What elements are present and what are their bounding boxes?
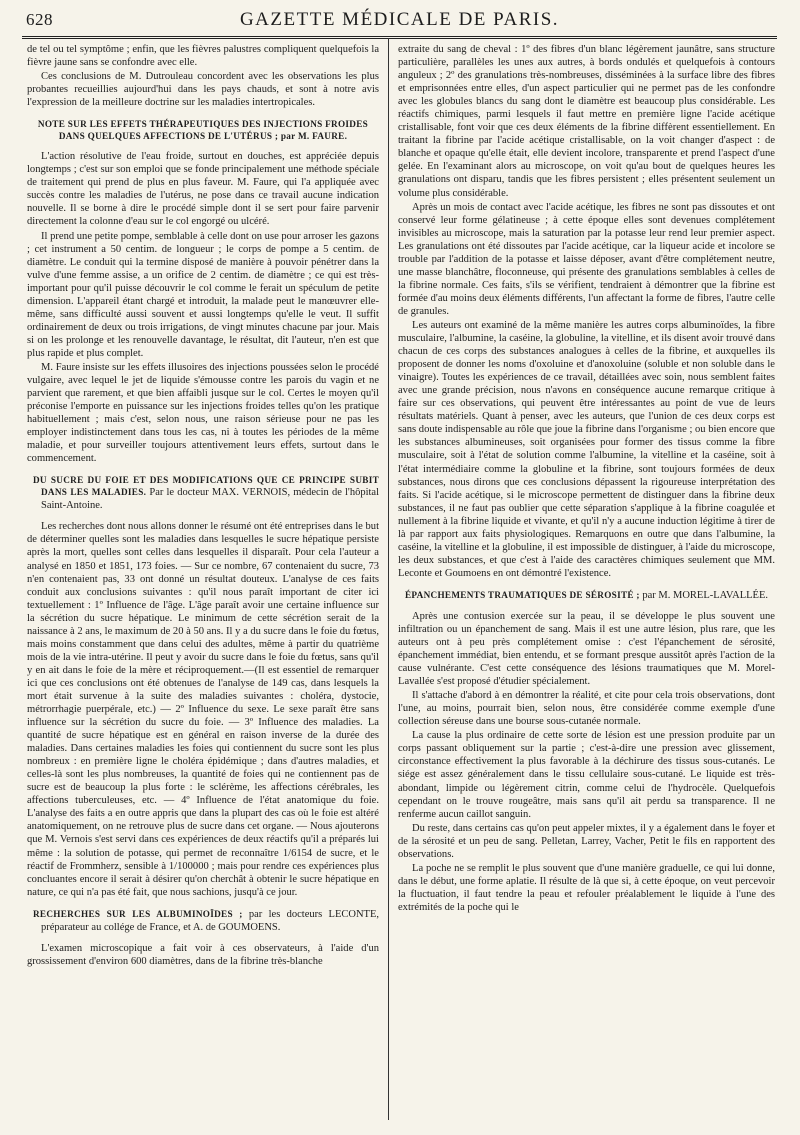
paragraph: L'examen microscopique a fait voir à ces observateurs, à l'aide d'un grossissement d'environ 600 diamètres, dans de la fibrine très-blanche: [27, 942, 379, 967]
heading-title: RECHERCHES SUR LES ALBUMINOÏDES ;: [33, 908, 243, 919]
paragraph: Du reste, dans certains cas qu'on peut appeler mixtes, il y a également dans le foyer et de la sérosité et un peu de sang. Pelletan, Larrey, Vacher, Petit le fils en rapportent des observations.: [398, 822, 775, 860]
column-divider: [388, 38, 389, 1120]
paragraph: extraite du sang de cheval : 1º des fibres d'un blanc légèrement jaunâtre, sans structure particulière, parallèles les unes aux autres, à bords ondulés et quelquefois à contours anguleux ; 2º des granulations très-nombreuses, disséminées à la surface libre des fibres et emprisonnées entre elles, d'un aspect particulier qui ne permet pas de les confondre avec les globules blancs du sang dont le diamètre est beaucoup plus considérable. Les réactifs chimiques, parmi lesquels il faut mettre en première ligne l'acide acétique cristallisable, font voir que ces deux éléments de la fibrine diffèrent essentiellement. En traitant la fibrine par l'acide acétique cristallisable, on la voit changer d'aspect : de blanche et opaque qu'elle était, elle devient incolore, transparente et prend l'aspect d'une gelée. En l'examinant alors au microscope, on voit qu'au bout de quelques heures les granulations ont disparu, tandis que les fibres persistent ; elles présentent seulement un volume plus considérable.: [398, 44, 775, 199]
heading-title: DU SUCRE DU FOIE ET DES MODIFICATIONS QUE CE PRINCIPE SUBIT DANS LES MALADIES.: [33, 475, 379, 498]
heading-author: Par le docteur MAX. VERNOIS, médecin de l'hôpital Saint-Antoine.: [41, 487, 379, 512]
paragraph: de tel ou tel symptôme ; enfin, que les fièvres palustres compliquent quelquefois la fièvre jaune sans se confondre avec elle.: [27, 44, 379, 69]
right-column: [398, 43, 775, 914]
heading-author: par M. MOREL-LAVALLÉE.: [642, 589, 768, 601]
paragraph: La cause la plus ordinaire de cette sorte de lésion est une pression produite par un corps passant obliquement sur la partie ; c'est-à-dire une pression avec glissement, circonstance effectivement la plus favorable à la déchirure des tissus sous-cutanés. Le siége est assez généralement dans le tissu cellulaire sous-cutané. Le liquide est très-abondant, limpide ou légèrement citrin, comme celui de l'hydrocèle. Quelquefois cependant on le trouve rougeâtre, mais sans qu'il ait perdu sa transparence. Il ne renferme aucun caillot sanguin.: [398, 730, 775, 820]
article-heading: [27, 474, 379, 512]
article-heading: NOTE SUR LES EFFETS THÉRAPEUTIQUES DES INJECTIONS FROIDES DANS QUELQUES AFFECTIONS DE L'UTÉRUS ; par M. FAURE.: [37, 119, 369, 142]
article-heading: [398, 589, 775, 602]
paragraph: Il s'attache d'abord à en démontrer la réalité, et cite pour cela trois observations, dont l'une, au moins, pourrait bien, selon nous, être considérée comme exemple d'une collection séreuse dans une bourse sous-cutanée normale.: [398, 690, 775, 728]
header-rule: [22, 36, 777, 39]
paragraph: Les recherches dont nous allons donner le résumé ont été entreprises dans le but de déterminer quelles sont les maladies dans lesquelles le sucre hépatique persiste après la mort, quelles sont celles dans lesquelles il disparaît. Pour cela l'auteur a analysé en 1850 et 1851, 173 foies. — Sur ce nombre, 67 contenaient du sucre, 73 n'en contenaient pas, 33 ont donné un résultat douteux. L'analyse de ces faits conduit aux conclusions suivantes : qu'il nous paraît important de citer ici textuellement : 1º Influence de l'âge. L'âge paraît avoir une certaine influence sur la sécrétion du sucre hépatique. Le minimum de cette sécrétion serait de la naissance à 2 ans, le maximum de 20 à 50 ans. Il y a du sucre dans le foie du fœtus, mais moins constamment que dans celui des adultes, même à partir du quatrième mois de la vie intra-utérine. Il peut y avoir du sucre dans le foie du fœtus, sans qu'il y en ait dans le foie de la mère et réciproquement.—(Il est essentiel de remarquer ici que ces conclusions ont été obtenues de l'analyse de 149 cas, dans lesquels la mort était survenue à la suite des maladies suivantes : choléra, dystocie, métrorrhagie puerpérale, etc.) — 2º Influence du sexe. Le sexe paraît être sans influence sur la sécrétion du sucre du foie. — 3º Influence des maladies. La quantité de sucre hépatique est en général en raison inverse de la durée des maladies. Dans certaines maladies les foies qui contiennent du sucre sont les plus nombreux : en première ligne le choléra épidémique ; dans d'autres maladies, et celles-là sont les plus nombreuses, la quantité de foies qui ne contiennent pas de sucre est de beaucoup la plus forte : le sclérème, les affections cérébrales, les affections tuberculeuses, etc. — 4º Influence de l'état anatomique du foie. L'analyse des faits a en outre appris que dans la plupart des cas où le foie est altéré anatomiquement, on ne retrouve plus de sucre dans cet organe. — Nous ajouterons que M. Vernois s'est servi dans ces expériences de deux réactifs qu'il a préparés lui même : la solution de potasse, qui permet de reconnaître 1/6154 de sucre, et le réactif de Frommherz, sensible à 1/100000 ; mais pour rendre ces expériences plus concluantes encore il serait à désirer qu'on cherchât à obtenir le sucre hépatique en nature, ce qui n'a pas été fait, que nous sachions, jusqu'à ce jour.: [27, 521, 379, 898]
paragraph: Il prend une petite pompe, semblable à celle dont on use pour arroser les gazons ; cet instrument a 50 centim. de longueur ; le corps de pompe a 5 centim. de diamètre. Le conduit qui la termine disposé de manière à pouvoir pénétrer dans la vulve d'une femme assise, a un orifice de 2 centim. de diamètre ; ce qui est très-important pour qu'il puisse découvrir le col comme le ferait un spéculum de petite dimension. L'appareil étant chargé et introduit, la malade peut le manœuvrer elle-même, sans difficulté aussi souvent et aussi longtemps qu'elle le veut. Il suffit ordinairement de deux ou trois irrigations, de vingt minutes chacune par jour. Mais si on les prolonge et les renouvelle davantage, le résultat, dit l'auteur, n'en est que plus rapide et plus complet.: [27, 230, 379, 359]
paragraph: Ces conclusions de M. Dutrouleau concordent avec les observations les plus probantes recueillies aujourd'hui dans les pays chauds, et sont à notre avis l'expression de la meilleure doctrine sur les maladies intertropicales.: [27, 71, 379, 109]
journal-title: GAZETTE MÉDICALE DE PARIS.: [239, 9, 560, 30]
article-heading: [27, 908, 379, 934]
heading-title: ÉPANCHEMENTS TRAUMATIQUES DE SÉROSITÉ ;: [404, 589, 640, 600]
left-column: [27, 43, 379, 968]
paragraph: Après une contusion exercée sur la peau, il se développe le plus souvent une infiltration ou un épanchement de sang. Mais il est une autre lésion, plus rare, que les auteurs ont à peu près complétement omise : c'est l'épanchement de sérosité, épanchement immédiat, bien entendu, et se formant presque aussitôt après l'action de la cause vulnérante. C'est cette conséquence des lésions traumatiques que M. Morel-Lavallée s'est proposé d'étudier spécialement.: [398, 610, 775, 688]
paragraph: La poche ne se remplit le plus souvent que d'une manière graduelle, ce qui lui donne, dans le début, une forme aplatie. Il résulte de là que si, à cette époque, on veut percevoir la fluctuation, il faut tendre la peau et refouler préalablement le liquide à l'une des extrémités de la poche qui le: [398, 862, 775, 913]
page-number: 628: [26, 10, 53, 29]
paragraph: M. Faure insiste sur les effets illusoires des injections poussées selon le procédé vulgaire, avec lequel le jet de liquide s'émousse contre les parois du vagin et ne parvient que rarement, et que bien affaibli jusque sur le col. Certes le moyen qu'il préconise l'emporte en puissance sur les injections froides telles qu'on les pratique habituellement ; mais c'est, selon nous, une raison sérieuse pour ne pas les employer indistinctement dans tous les cas, ni à toutes les périodes de la même maladie, et pour surveiller toujours attentivement leurs effets, surtout dans le commencement.: [27, 361, 379, 465]
heading-author: par les docteurs LECONTE, préparateur au collége de France, et A. de GOUMOENS.: [41, 908, 379, 933]
paragraph: L'action résolutive de l'eau froide, surtout en douches, est appréciée depuis longtemps ; c'est sur son emploi que se fonde principalement une méthode spéciale de traitement qui prend de plus en plus faveur. M. Faure, qui l'a appliquée avec succès contre les maladies de l'utérus, ne pose dans ce travail aucune indication nouvelle. Il se borne à dire le procédé simple dont il se sert pour faire parvenir directement la colonne d'eau sur le col engorgé ou ulcéré.: [27, 151, 379, 228]
paragraph: Après un mois de contact avec l'acide acétique, les fibres ne sont pas dissoutes et ont conservé leur forme gélatineuse ; à cette époque elles sont devenues complétement invisibles au microscope, mais la saturation par la potasse leur rend leur premier aspect. Les granulations ont été dissoutes par l'acide acétique, car la liqueur acide et incolore se trouble par l'addition de la potasse et laisse déposer, avant d'être complétement neutre, une masse blanchâtre, floconneuse, qui présente des granulations semblables à celles de la fibrine normale. Ces faits, s'ils se vérifient, tendraient à démontrer que la fibrine est formée d'au moins deux éléments différents, l'un affectant la forme de fibres, l'autre celle de granules.: [398, 201, 775, 317]
page-header: [22, 4, 777, 34]
paragraph: Les auteurs ont examiné de la même manière les autres corps albuminoïdes, la fibre musculaire, l'albumine, la caséine, la globuline, la vitelline, et ils disent avoir trouvé dans chacun de ces corps des substances analogues à celles de la fibrine, et auxquelles ils proposent de donner les noms d'oxoluine et d'anoxoluine (soluble et non soluble dans le vinaigre). Toutes les expériences de ce travail, détaillées avec soin, nous semblent faites avec une grande précision, nous n'avons en conséquence aucune remarque critique à faire sur ces observations, qui peuvent être intéressantes au point de vue de leurs résultats matériels. Quant à penser, avec les auteurs, que l'union de ces deux corps est sans doute indispensable au rôle que joue la fibrine dans l'organisme ; ou bien encore que les substances albumineuses, soit organisées pour former des tissus comme la fibre musculaire, soit à l'état de solution comme l'albumine, la vitelline et la caséine, soit à l'état intermédiaire comme la globuline et la fibrine, sont toujours formées de deux substances, nous dirons que ces conclusions dépassent la rigoureuse interprétation des faits. Si l'acide acétique, si le microscope permettent de distinguer dans la fibrine deux substances, il ne faut pas oublier que cette séparation s'applique à la fibrine coagulée et nullement à la fibrine liquide et vivante, et qu'il n'y a aucune induction légitime à tirer de là par rapport aux faits physiologiques. Remarquons en outre que dans l'albumine, la caséine, la vitelline et la globuline, il est impossible de distinguer, à l'aide du microscope, les deux substances, et que c'est à l'aide des caractères chimiques seulement que MM. Leconte et Goumoens en ont démontré l'existence.: [398, 319, 775, 579]
